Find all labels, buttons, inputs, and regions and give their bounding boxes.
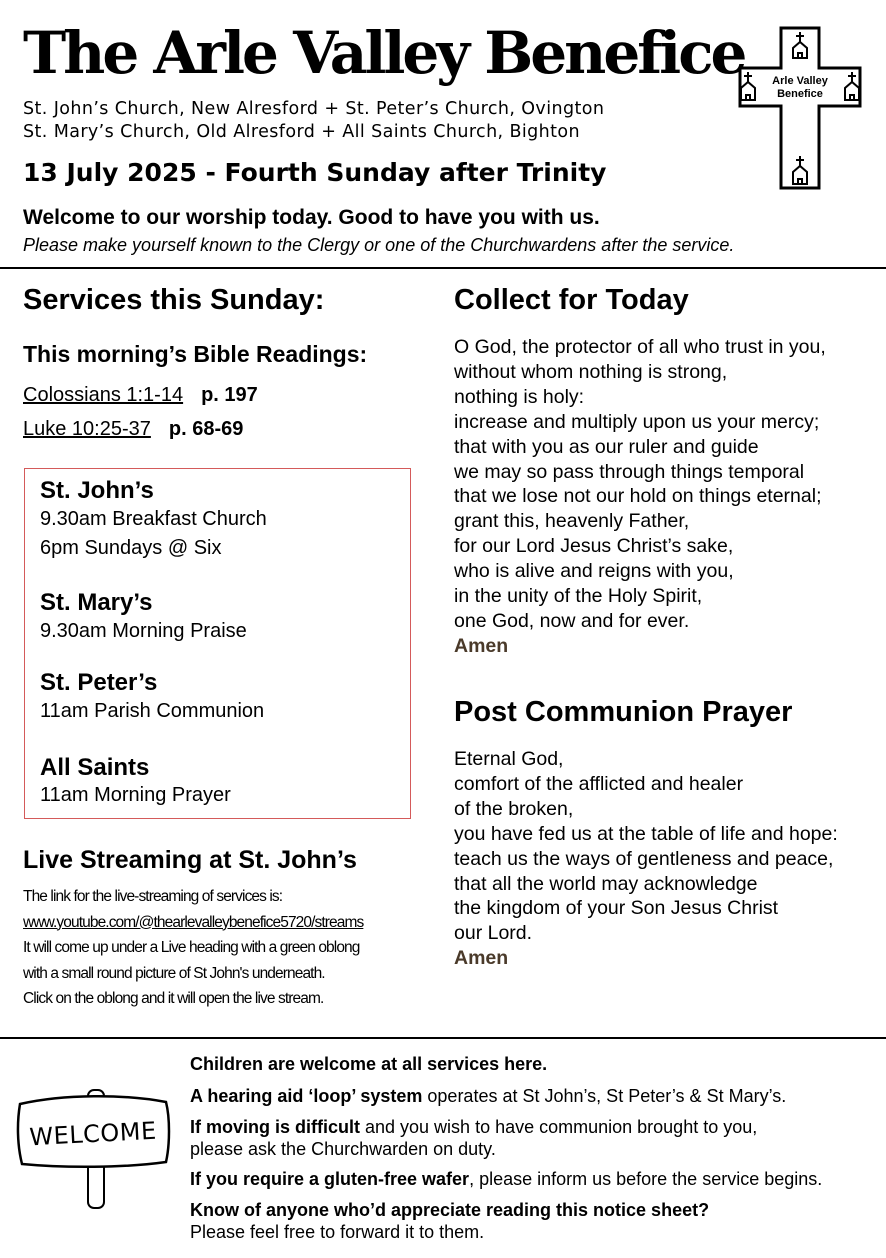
service-time: 6pm Sundays @ Six [40,537,222,559]
post-communion-heading: Post Communion Prayer [454,696,793,728]
prayer-line: grant this, heavenly Father, [454,510,690,533]
church-name: St. Mary’s [40,589,153,616]
prayer-line: the kingdom of your Son Jesus Christ [454,897,779,920]
prayer-line: for our Lord Jesus Christ’s sake, [454,535,734,558]
prayer-line: O God, the protector of all who trust in you, [454,336,826,358]
notice-moving-bold: If moving is difficult [190,1117,360,1137]
welcome-sign-text: WELCOME [28,1116,158,1152]
streaming-link[interactable]: www.youtube.com/@thearlevalleybenefice5720/streams [23,913,364,931]
prayer-line: that all the world may acknowledge [454,872,758,895]
prayer-line: that we lose not our hold on things eternal; [454,485,822,508]
welcome-message: Welcome to our worship today. Good to have you with us. [23,206,600,229]
prayer-line: our Lord. [454,922,533,945]
service-church-st-peters [40,669,264,726]
cross-icon [736,26,864,190]
streaming-heading: Live Streaming at St. John’s [23,846,357,874]
welcome-sign-icon [14,1088,174,1212]
readings-heading: This morning’s Bible Readings: [23,341,368,367]
prayer-line: Eternal God, [454,748,564,770]
streaming-info [23,884,363,1012]
service-church-st-johns [40,477,267,563]
service-church-all-saints [40,754,231,808]
church-name: St. John’s [40,477,154,504]
reading-ref-link[interactable]: Luke 10:25-37 [23,418,151,440]
notice-communion-at-home [190,1116,757,1160]
reading-item [23,382,258,408]
collect-amen: Amen [454,634,509,657]
prayer-line: nothing is holy: [454,385,585,408]
service-time: 9.30am Morning Praise [40,620,247,642]
page-title: The Arle Valley Benefice [23,19,745,87]
notice-moving-text: and you wish to have communion brought to you, [360,1117,758,1137]
header-divider [0,267,886,269]
reading-item [23,416,243,442]
streaming-text: It will come up under a Live heading with a green oblong [23,939,360,956]
logo-text-line-2: Benefice [777,88,823,100]
church-name: St. Peter’s [40,669,158,696]
notice-children-text: Children are welcome at all services here. [190,1054,548,1074]
service-time: 9.30am Breakfast Church [40,508,267,530]
service-times-box [24,468,411,819]
notice-gluten-text: , please inform us before the service begins. [469,1169,823,1189]
streaming-text: with a small round picture of St John's underneath. [23,964,325,982]
footer-divider [0,1037,886,1039]
service-church-st-marys [40,589,247,646]
post-communion-amen: Amen [454,947,509,970]
notice-hearing-loop [190,1085,786,1107]
reading-ref-link[interactable]: Colossians 1:1-14 [23,384,184,406]
prayer-line: teach us the ways of gentleness and peace, [454,847,834,870]
prayer-line: of the broken, [454,797,574,820]
notice-loop-bold: A hearing aid ‘loop’ system [190,1086,423,1106]
service-date: 13 July 2025 - Fourth Sunday after Trinity [23,158,607,187]
notice-children [190,1053,547,1075]
collect-prayer [454,335,826,659]
prayer-line: without whom nothing is strong, [454,360,728,383]
collect-heading: Collect for Today [454,284,689,316]
services-heading: Services this Sunday: [23,284,325,316]
prayer-line: we may so pass through things temporal [454,460,805,483]
prayer-line: comfort of the afflicted and healer [454,772,744,795]
notice-forward-bold: Know of anyone who’d appreciate reading this notice sheet? [190,1200,710,1220]
prayer-line: one God, now and for ever. [454,609,690,632]
notice-gluten-free [190,1168,822,1190]
notice-forward [190,1199,709,1243]
streaming-text: Click on the oblong and it will open the live stream. [23,990,324,1007]
churches-line-2: St. Mary’s Church, Old Alresford + All Saints Church, Bighton [23,122,581,142]
churches-list [23,98,604,144]
prayer-line: increase and multiply upon us your mercy; [454,410,820,433]
prayer-line: in the unity of the Holy Spirit, [454,585,703,608]
reading-page: p. 68-69 [168,418,244,440]
welcome-subtext: Please make yourself known to the Clergy or one of the Churchwardens after the service. [23,235,735,255]
prayer-line: who is alive and reigns with you, [454,560,734,583]
benefice-cross-logo [736,26,864,190]
service-time: 11am Morning Prayer [40,784,231,806]
logo-text-line-1: Arle Valley [772,75,828,87]
notice-loop-text: operates at St John’s, St Peter’s & St Mary’s. [422,1086,787,1106]
notice-gluten-bold: If you require a gluten-free wafer [190,1169,470,1189]
prayer-line: you have fed us at the table of life and hope: [454,822,838,845]
post-communion-prayer [454,747,838,971]
churches-line-1: St. John’s Church, New Alresford + St. Peter’s Church, Ovington [23,99,605,119]
welcome-sign-illustration [14,1088,174,1212]
notice-forward-text: Please feel free to forward it to them. [190,1222,485,1242]
reading-page: p. 197 [201,384,258,406]
notice-moving-line2: please ask the Churchwarden on duty. [190,1139,496,1159]
prayer-line: that with you as our ruler and guide [454,435,759,458]
service-time: 11am Parish Communion [40,700,265,722]
church-name: All Saints [40,754,150,781]
streaming-text: The link for the live-streaming of services is: [23,888,283,905]
